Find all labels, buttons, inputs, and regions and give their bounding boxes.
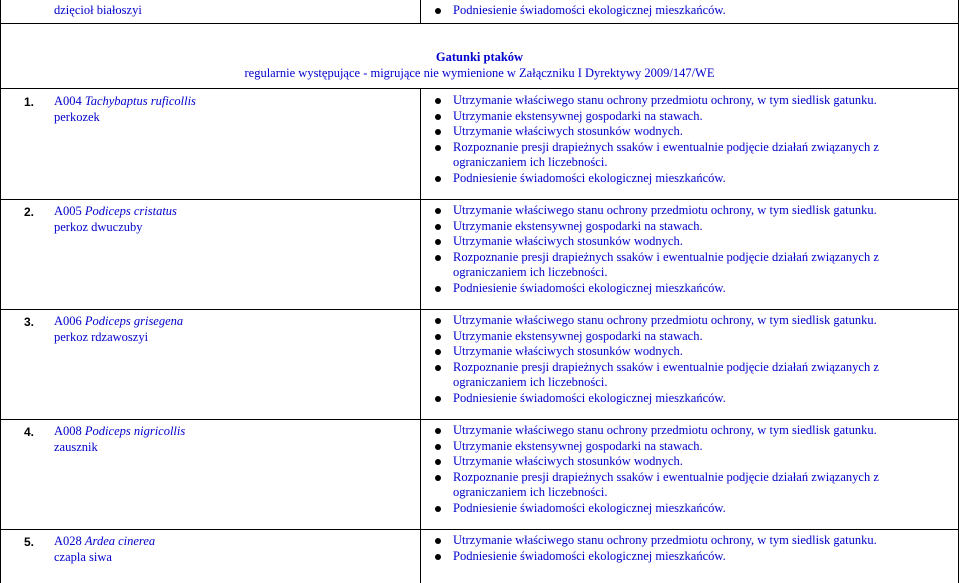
list-item	[431, 360, 931, 391]
list-item	[431, 549, 931, 565]
species-common-name: perkoz rdzawoszyi	[54, 330, 149, 344]
action-text: Podniesienie świadomości ekologicznej mieszkańców.	[453, 280, 726, 295]
bullet-icon	[435, 538, 441, 544]
row-divider-header	[0, 88, 959, 89]
list-item	[431, 93, 931, 109]
action-text: Utrzymanie ekstensywnej gospodarki na stawach.	[453, 438, 703, 453]
column-divider-1	[420, 88, 421, 583]
list-item	[431, 171, 931, 187]
action-text: Utrzymanie właściwego stanu ochrony przedmiotu ochrony, w tym siedlisk gatunku.	[453, 203, 877, 217]
list-item	[431, 470, 931, 501]
bullet-icon	[435, 114, 441, 120]
list-item	[431, 391, 931, 407]
top-row-actions	[431, 3, 931, 19]
bullet-icon	[435, 365, 441, 371]
list-item	[431, 281, 931, 297]
action-text: Rozpoznanie presji drapieżnych ssaków i ewentualnie podjęcie działań związanych z ograniczaniem ich liczebności.	[453, 359, 879, 390]
section-header	[0, 50, 959, 81]
action-text: Podniesienie świadomości ekologicznej mieszkańców.	[453, 170, 726, 185]
row-divider-4	[0, 529, 959, 530]
bullet-icon	[435, 224, 441, 230]
bullet-icon	[435, 334, 441, 340]
species-common-name: czapla siwa	[54, 550, 112, 564]
bullet-icon	[435, 286, 441, 292]
bullet-icon	[435, 428, 441, 434]
row-divider-top	[0, 23, 959, 24]
species-code-latin	[54, 203, 177, 219]
action-text: Utrzymanie właściwego stanu ochrony przedmiotu ochrony, w tym siedlisk gatunku.	[453, 423, 877, 437]
species-code: A028	[54, 534, 85, 548]
top-row-species: dzięcioł białoszyi	[54, 3, 142, 17]
bullet-icon	[435, 8, 441, 14]
row-number: 2.	[24, 205, 35, 219]
species-code-latin	[54, 93, 196, 109]
section-subtitle: regularnie występujące - migrujące nie wymienione w Załączniku I Dyrektywy 2009/147/WE	[244, 65, 715, 80]
action-text: Rozpoznanie presji drapieżnych ssaków i ewentualnie podjęcie działań związanych z ograniczaniem ich liczebności.	[453, 469, 879, 500]
action-text: Utrzymanie właściwych stosunków wodnych.	[453, 124, 683, 139]
species-cell	[54, 313, 183, 345]
row-divider-3	[0, 419, 959, 420]
list-item	[431, 423, 931, 439]
action-list	[431, 203, 931, 297]
column-divider-top	[420, 0, 421, 24]
action-text: Utrzymanie właściwego stanu ochrony przedmiotu ochrony, w tym siedlisk gatunku.	[453, 533, 877, 547]
list-item: Podniesienie świadomości ekologicznej mieszkańców.	[431, 3, 931, 19]
list-item	[431, 234, 931, 250]
species-common-name: zausznik	[54, 440, 98, 454]
action-text: Utrzymanie właściwych stosunków wodnych.	[453, 234, 683, 249]
action-list	[431, 313, 931, 407]
action-text: Podniesienie świadomości ekologicznej mieszkańców.	[453, 390, 726, 405]
action-text: Rozpoznanie presji drapieżnych ssaków i ewentualnie podjęcie działań związanych z ograniczaniem ich liczebności.	[453, 139, 879, 170]
action-text: Podniesienie świadomości ekologicznej mieszkańców.	[453, 548, 726, 563]
bullet-icon	[435, 506, 441, 512]
bullet-icon	[435, 349, 441, 355]
list-item	[431, 533, 931, 549]
row-number: 4.	[24, 425, 35, 439]
action-text: Utrzymanie ekstensywnej gospodarki na stawach.	[453, 218, 703, 233]
action-text: Utrzymanie właściwego stanu ochrony przedmiotu ochrony, w tym siedlisk gatunku.	[453, 93, 877, 107]
action-list	[431, 93, 931, 187]
bullet-icon	[435, 444, 441, 450]
list-item	[431, 501, 931, 517]
action-text: Utrzymanie ekstensywnej gospodarki na stawach.	[453, 108, 703, 123]
species-latin-name: Podiceps cristatus	[84, 204, 177, 218]
species-code: A005	[54, 204, 85, 218]
bullet-icon	[435, 255, 441, 261]
action-list	[431, 533, 931, 564]
bullet-icon	[435, 318, 441, 324]
list-item	[431, 203, 931, 219]
list-item	[431, 219, 931, 235]
bullet-icon	[435, 396, 441, 402]
section-title: Gatunki ptaków	[435, 50, 524, 64]
action-text: Utrzymanie ekstensywnej gospodarki na stawach.	[453, 328, 703, 343]
species-code-latin	[54, 533, 155, 549]
species-common-name: perkozek	[54, 110, 100, 124]
bullet-icon	[435, 554, 441, 560]
list-item	[431, 140, 931, 171]
species-latin-name: Tachybaptus ruficollis	[84, 94, 196, 108]
list-item	[431, 124, 931, 140]
bullet-icon	[435, 239, 441, 245]
species-code-latin	[54, 423, 185, 439]
row-divider-2	[0, 309, 959, 310]
bullet-icon	[435, 176, 441, 182]
row-divider-1	[0, 199, 959, 200]
action-text: Rozpoznanie presji drapieżnych ssaków i ewentualnie podjęcie działań związanych z ograniczaniem ich liczebności.	[453, 249, 879, 280]
list-item	[431, 439, 931, 455]
action-text: Utrzymanie właściwego stanu ochrony przedmiotu ochrony, w tym siedlisk gatunku.	[453, 313, 877, 327]
species-code: A006	[54, 314, 85, 328]
list-item	[431, 454, 931, 470]
species-common-name: perkoz dwuczuby	[54, 220, 143, 234]
species-cell	[54, 203, 177, 235]
species-cell	[54, 423, 185, 455]
row-number: 5.	[24, 535, 35, 549]
row-number: 3.	[24, 315, 35, 329]
list-item	[431, 313, 931, 329]
bullet-icon	[435, 145, 441, 151]
species-latin-name: Podiceps nigricollis	[84, 424, 186, 438]
species-cell	[54, 93, 196, 125]
list-item	[431, 109, 931, 125]
species-latin-name: Podiceps grisegena	[84, 314, 184, 328]
bullet-icon	[435, 98, 441, 104]
action-text: Utrzymanie właściwych stosunków wodnych.	[453, 454, 683, 469]
action-list	[431, 423, 931, 517]
bullet-icon	[435, 475, 441, 481]
list-item	[431, 344, 931, 360]
species-code: A008	[54, 424, 85, 438]
species-latin-name: Ardea cinerea	[84, 534, 156, 548]
row-number: 1.	[24, 95, 35, 109]
list-item	[431, 250, 931, 281]
bullet-icon	[435, 129, 441, 135]
species-code-latin	[54, 313, 183, 329]
bullet-icon	[435, 208, 441, 214]
list-item	[431, 329, 931, 345]
species-cell	[54, 533, 155, 565]
species-code: A004	[54, 94, 85, 108]
bullet-icon	[435, 459, 441, 465]
action-text: Utrzymanie właściwych stosunków wodnych.	[453, 344, 683, 359]
action-text: Podniesienie świadomości ekologicznej mieszkańców.	[453, 500, 726, 515]
